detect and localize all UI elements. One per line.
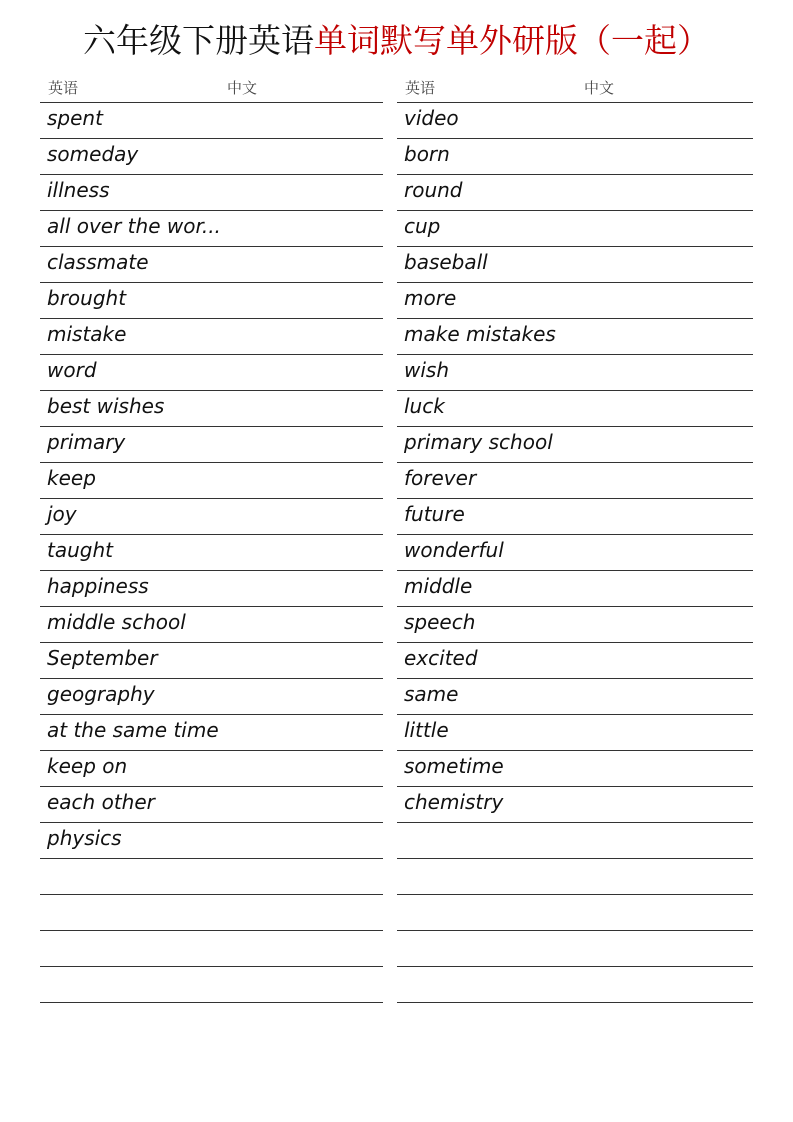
right-word-list <box>397 103 753 1003</box>
english-word: sometime <box>404 754 504 778</box>
english-word: geography <box>47 682 155 706</box>
english-word: someday <box>47 142 139 166</box>
page-title <box>0 18 793 64</box>
english-word: happiness <box>47 574 149 598</box>
word-row <box>397 931 753 967</box>
english-word: primary <box>47 430 126 454</box>
english-word: spent <box>47 106 103 130</box>
word-row <box>40 283 383 319</box>
english-word: physics <box>47 826 122 850</box>
english-word: all over the wor... <box>47 214 221 238</box>
word-row <box>397 787 753 823</box>
left-word-column <box>40 72 383 1003</box>
word-row <box>40 823 383 859</box>
english-word: video <box>404 106 459 130</box>
word-row <box>397 679 753 715</box>
english-word: best wishes <box>47 394 165 418</box>
word-row <box>397 823 753 859</box>
english-word: born <box>404 142 450 166</box>
word-row <box>40 103 383 139</box>
word-row <box>397 355 753 391</box>
english-word: keep <box>47 466 96 490</box>
english-word: more <box>404 286 457 310</box>
word-row <box>40 895 383 931</box>
english-word: middle <box>404 574 473 598</box>
english-word: joy <box>47 502 77 526</box>
english-word: make mistakes <box>404 322 556 346</box>
english-word: each other <box>47 790 155 814</box>
english-word: forever <box>404 466 477 490</box>
english-word: baseball <box>404 250 488 274</box>
word-row <box>40 355 383 391</box>
word-row <box>397 463 753 499</box>
word-row <box>40 391 383 427</box>
word-row <box>397 859 753 895</box>
english-word: luck <box>404 394 445 418</box>
english-word: middle school <box>47 610 186 634</box>
right-column-header <box>397 72 753 103</box>
english-word: at the same time <box>47 718 219 742</box>
word-row <box>397 139 753 175</box>
left-word-list <box>40 103 383 1003</box>
english-word: round <box>404 178 463 202</box>
english-word: cup <box>404 214 441 238</box>
word-row <box>40 211 383 247</box>
english-word: classmate <box>47 250 149 274</box>
word-row <box>40 931 383 967</box>
english-word: September <box>47 646 158 670</box>
english-word: chemistry <box>404 790 504 814</box>
right-header-english: 英语 <box>405 79 436 97</box>
word-row <box>40 499 383 535</box>
left-header-english: 英语 <box>48 79 79 97</box>
left-header-chinese: 中文 <box>227 79 258 97</box>
word-row <box>397 715 753 751</box>
word-row <box>40 463 383 499</box>
title-grade-part: 六年级下册英语 <box>83 21 314 60</box>
word-row <box>397 175 753 211</box>
word-row <box>40 859 383 895</box>
english-word: keep on <box>47 754 128 778</box>
word-row <box>40 535 383 571</box>
word-row <box>40 751 383 787</box>
right-word-column <box>397 72 753 1003</box>
word-row <box>397 427 753 463</box>
word-row <box>40 319 383 355</box>
english-word: same <box>404 682 459 706</box>
word-row <box>40 427 383 463</box>
title-dictation-part: 单词默写单外研版（一起） <box>314 21 710 60</box>
word-row <box>40 139 383 175</box>
word-row <box>397 319 753 355</box>
english-word: speech <box>404 610 476 634</box>
english-word: mistake <box>47 322 127 346</box>
word-row <box>397 283 753 319</box>
english-word: illness <box>47 178 110 202</box>
english-word: taught <box>47 538 113 562</box>
english-word: wonderful <box>404 538 504 562</box>
word-row <box>40 607 383 643</box>
word-row <box>40 715 383 751</box>
word-row <box>40 787 383 823</box>
word-row <box>397 895 753 931</box>
word-row <box>40 571 383 607</box>
word-row <box>40 967 383 1003</box>
word-row <box>397 967 753 1003</box>
word-row <box>40 175 383 211</box>
english-word: wish <box>404 358 450 382</box>
english-word: word <box>47 358 97 382</box>
english-word: excited <box>404 646 478 670</box>
word-row <box>397 211 753 247</box>
word-row <box>397 751 753 787</box>
word-row <box>397 535 753 571</box>
right-header-chinese: 中文 <box>584 79 615 97</box>
word-row <box>397 643 753 679</box>
english-word: little <box>404 718 449 742</box>
word-row <box>40 679 383 715</box>
word-row <box>397 499 753 535</box>
word-row <box>397 391 753 427</box>
english-word: brought <box>47 286 127 310</box>
word-row <box>397 247 753 283</box>
english-word: primary school <box>404 430 553 454</box>
word-row <box>40 643 383 679</box>
left-column-header <box>40 72 383 103</box>
word-row <box>40 247 383 283</box>
word-row <box>397 571 753 607</box>
english-word: future <box>404 502 465 526</box>
word-row <box>397 607 753 643</box>
word-row <box>397 103 753 139</box>
